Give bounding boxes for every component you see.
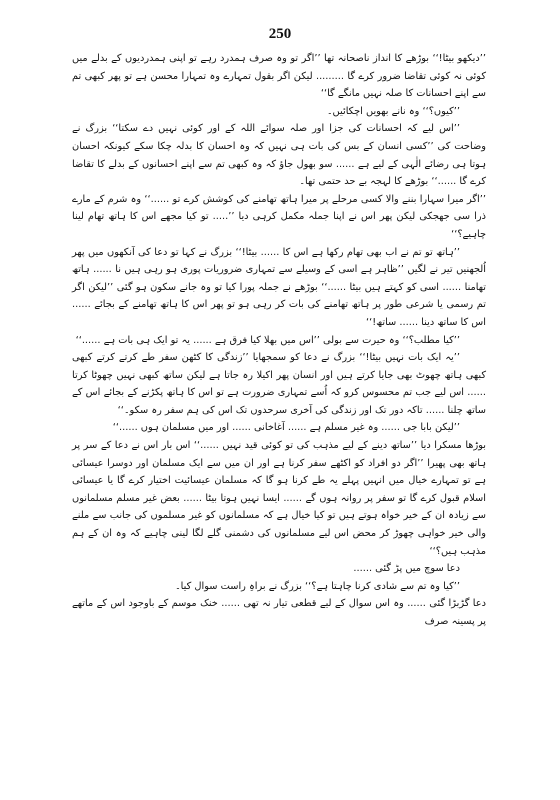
paragraph: ’’اس لیے کہ احسانات کی جزا اور صلہ سوائے اللہ کے اور کوئی نہیں دے سکتا‘‘ بزرگ نے وضاحت کی ’’کسی انسان کے بس کی بات ہی نہیں کہ وہ احسان کا بدلہ چکا سکے کیونکہ احسان ہوتا ہی رضائے الٰہی کے لیے ہے ...... سو بھول جاؤ کہ وہ کبھی تم سے اپنے احسانوں کے بدلے کا تقاضا کرے گا ......‘‘ بوڑھے کا لہجہ بے حد حتمی تھا۔ xyxy=(72,123,486,188)
paragraph: دعا گڑبڑا گئی ...... وہ اس سوال کے لیے قطعی تیار نہ تھی ...... خنک موسم کے باوجود اس کے ماتھے پر پسینہ صرف xyxy=(72,598,486,627)
body-text xyxy=(72,50,486,631)
paragraph: بوڑھا مسکرا دیا ’’ساتھ دینے کے لیے مذہب کی تو کوئی قید نہیں ......‘‘ اس بار اس نے دعا کے سر پر ہاتھ بھی پھیرا ’’اگر دو افراد کو اکٹھے سفر کرنا ہے اور ان میں سے ایک مسلمان اور دوسرا عیسائی ہے تو تمہارے خیال میں انہیں پہلے یہ طے کرنا ہو گا کہ مسلمان عیسائیت اختیار کرے گا یا عیسائی اسلام قبول کرے گا تو سفر پر روانہ ہوں گے ...... ایسا نہیں ہوتا بیٹا ...... بعض غیر مسلم مسلمانوں سے زیادہ ان کے خیر خواہ ہوتے ہیں تو کیا خیال ہے کہ مسلمانوں کو غیر مسلموں کی جانب سے ملنے والی خیر خواہی چھوڑ کر محض اس لیے مسلمانوں کی دشمنی گلے لگا لینی چاہیے کہ وہ ان کے ہم مذہب ہیں؟‘‘ xyxy=(72,440,486,557)
paragraph: ’’ہاتھ تو تم نے اب بھی تھام رکھا ہے اس کا ...... بیٹا!‘‘ بزرگ نے کہا تو دعا کی آنکھوں میں پھر اُلجھنیں تیر نے لگیں ’’ظاہر ہے اسی کے وسیلے سے تمہاری ضروریات پوری ہو رہی ہیں نا ...... ہاتھ تھامنا ...... اسی کو کہتے ہیں بیٹا ......‘‘ بوڑھے نے جملہ پورا کیا تو وہ جانے سکون ہو گئی ’’لیکن اگر تم رسمی یا شرعی طور پر ہاتھ تھامنے کی بات کر رہی ہو تو پھر اس کا ہاتھ تھامنے کے بجائے ...... اس کا ساتھ دینا ...... ساتھ!‘‘ xyxy=(72,246,486,328)
paragraph: ’’یہ ایک بات نہیں بیٹا!‘‘ بزرگ نے دعا کو سمجھایا ’’زندگی کا کٹھن سفر طے کرتے کرتے کبھی کبھی ہاتھ چھوٹ بھی جایا کرتے ہیں اور انسان پھر اکیلا رہ جاتا ہے لیکن ساتھ کبھی نہیں چھوٹا کرتا ...... اس لیے جب تم محسوس کرو کہ اُسے تمہاری ضرورت ہے تو اس کا ہاتھ پکڑنے کے بجائے اس کے ساتھ چلنا ...... تاکہ دور تک اور زندگی کی آخری سرحدوں تک اس کی ہم سفر رہ سکو۔‘‘ xyxy=(72,352,486,416)
paragraph: ’’دیکھو بیٹا!‘‘ بوڑھے کا انداز ناصحانہ تھا ’’اگر تو وہ صرف ہمدرد رہے تو اپنی ہمدردیوں کے بدلے میں کوئی نہ کوئی تقاضا ضرور کرے گا ......... لیکن اگر بقول تمہارے وہ تمہارا محسن ہے تو پھر کبھی تم سے اپنے احسانات کا صلہ نہیں مانگے گا‘‘ xyxy=(72,53,486,100)
paragraph: دعا سوچ میں پڑ گئی ...... xyxy=(353,563,460,575)
page-number: 250 xyxy=(268,26,292,42)
paragraph: ’’کیا مطلب؟‘‘ وہ حیرت سے بولی ’’اس میں بھلا کیا فرق ہے ...... یہ تو ایک ہی بات ہے ......‘‘ xyxy=(75,334,460,346)
paragraph: ’’کیا وہ تم سے شادی کرنا چاہتا ہے؟‘‘ بزرگ نے براہِ راست سوال کیا۔ xyxy=(174,580,460,592)
paragraph: ’’لیکن بابا جی ...... وہ غیر مسلم ہے ...... آغاخانی ...... اور میں مسلمان ہوں ......‘‘ xyxy=(112,422,460,434)
paragraph: ’’کیوں؟‘‘ وہ نانے بھویں اچکائیں۔ xyxy=(326,105,460,117)
paragraph: ’’اگر میرا سہارا بننے والا کسی مرحلے پر میرا ہاتھ تھامنے کی کوشش کرے تو ......‘‘ وہ شرم کے مارے ذرا سی جھجکی لیکن پھر اس نے اپنا جملہ مکمل کرہی دیا ’’..... تو کیا مجھے اس کا ہاتھ تھام لینا چاہیے؟‘‘ xyxy=(72,193,486,240)
